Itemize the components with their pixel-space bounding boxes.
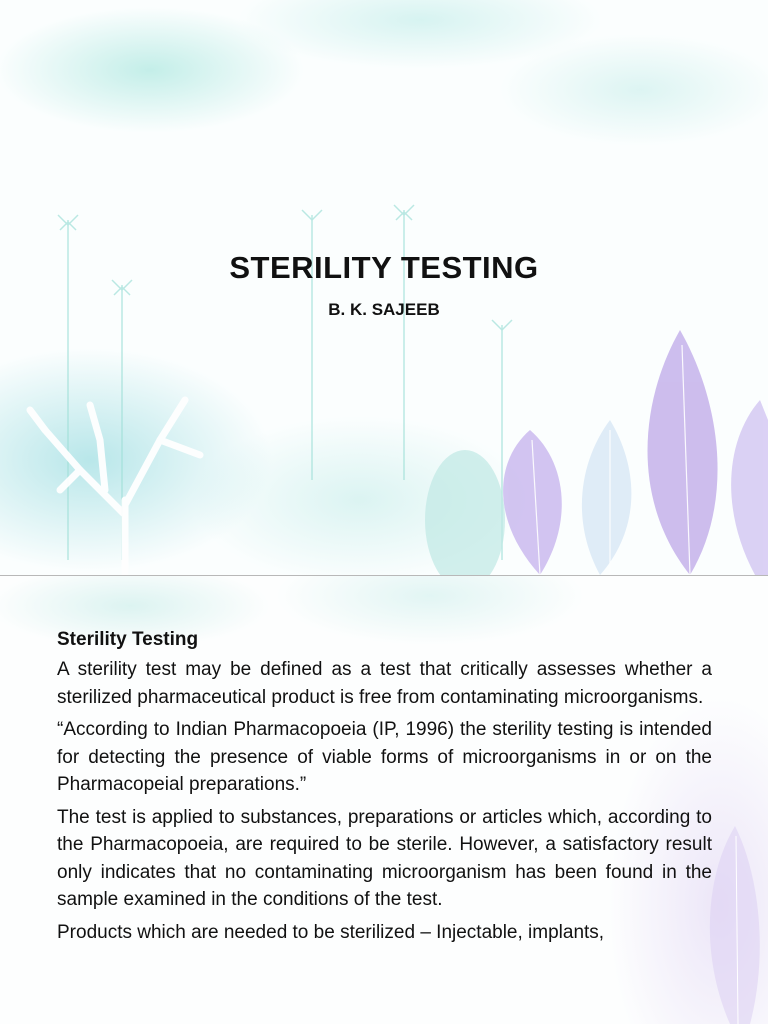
- slide-title: STERILITY TESTING: [229, 250, 539, 285]
- paragraph: The test is applied to substances, preparations or articles which, according to the Pharmacopoeia, are required to be sterile. However, a satisfactory result only indicates that no contaminating microorganism has been found in the sample examined in the conditions of the test.: [57, 806, 712, 910]
- slide-body: [57, 626, 712, 951]
- content-slide: [0, 576, 768, 1024]
- paragraph: A sterility test may be defined as a test that critically assesses whether a sterilized pharmaceutical product is free from contaminating microorganisms.: [57, 659, 712, 708]
- slide-author: B. K. SAJEEB: [328, 300, 440, 319]
- section-heading: Sterility Testing: [57, 629, 199, 650]
- paragraph: “According to Indian Pharmacopoeia (IP, 1996) the sterility testing is intended for detecting the presence of viable forms of microorganisms in or on the Pharmacopeial preparations.”: [57, 719, 712, 795]
- paragraph: Products which are needed to be sterilized – Injectable, implants,: [57, 921, 605, 943]
